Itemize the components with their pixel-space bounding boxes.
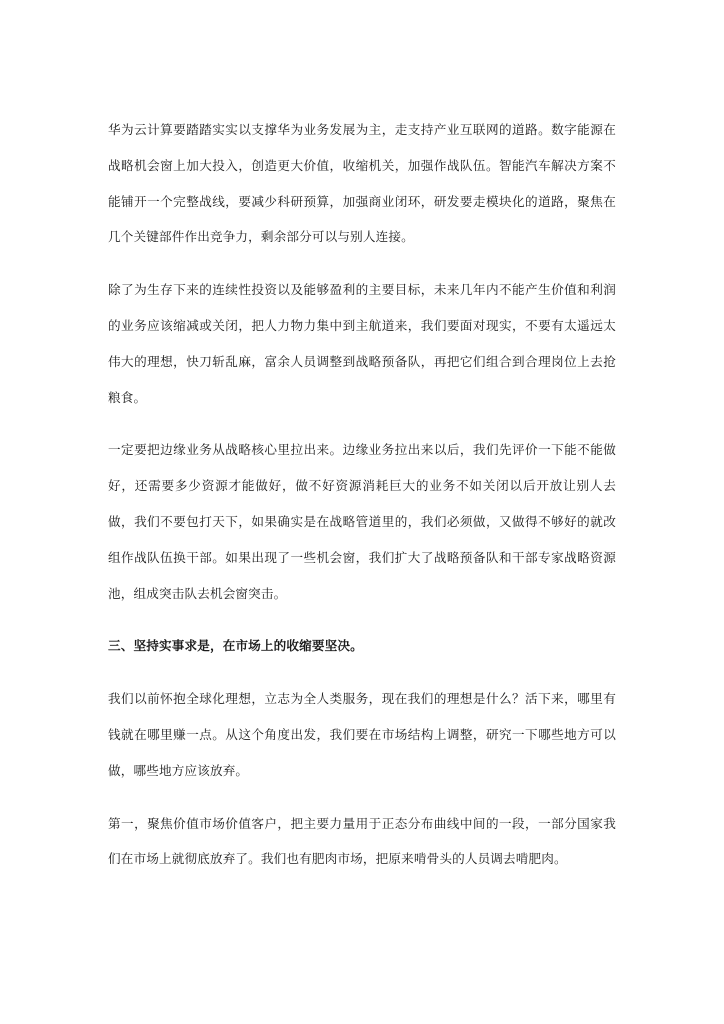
section-heading-three: 三、坚持实事求是，在市场上的收缩要坚决。 bbox=[108, 638, 363, 654]
paragraph-shrink-business: 除了为生存下来的连续性投资以及能够盈利的主要目标，未来几年内不能产生价值和利润的业务应该缩减或关闭，把人力物力集中到主航道来，我们要面对现实，不要有太遥远太伟大的理想，快刀斩乱麻，富余人员调整到战略预备队，再把它们组合到合理岗位上去抢粮食。 bbox=[108, 282, 616, 405]
document-page bbox=[108, 112, 616, 877]
paragraph-globalization: 我们以前怀抱全球化理想，立志为全人类服务，现在我们的理想是什么？活下来，哪里有钱就在哪里赚一点。从这个角度出发，我们要在市场结构上调整，研究一下哪些地方可以做，哪些地方应该放弃。 bbox=[108, 691, 616, 778]
paragraph-edge-business: 一定要把边缘业务从战略核心里拉出来。边缘业务拉出来以后，我们先评价一下能不能做好，还需要多少资源才能做好，做不好资源消耗巨大的业务不如关闭以后开放让别人去做，我们不要包打天下，如果确实是在战略管道里的，我们必须做，又做得不够好的就改组作战队伍换干部。如果出现了一些机会窗，我们扩大了战略预备队和干部专家战略资源池，组成突击队去机会窗突击。 bbox=[108, 442, 616, 601]
paragraph-cloud-energy-auto: 华为云计算要踏踏实实以支撑华为业务发展为主，走支持产业互联网的道路。数字能源在战略机会窗上加大投入，创造更大价值，收缩机关，加强作战队伍。智能汽车解决方案不能铺开一个完整战线，要减少科研预算，加强商业闭环，研发要走模块化的道路，聚焦在几个关键部件作出竞争力，剩余部分可以与别人连接。 bbox=[108, 122, 616, 245]
paragraph-value-market: 第一，聚焦价值市场价值客户，把主要力量用于正态分布曲线中间的一段，一部分国家我们在市场上就彻底放弃了。我们也有肥肉市场，把原来啃骨头的人员调去啃肥肉。 bbox=[108, 815, 616, 867]
